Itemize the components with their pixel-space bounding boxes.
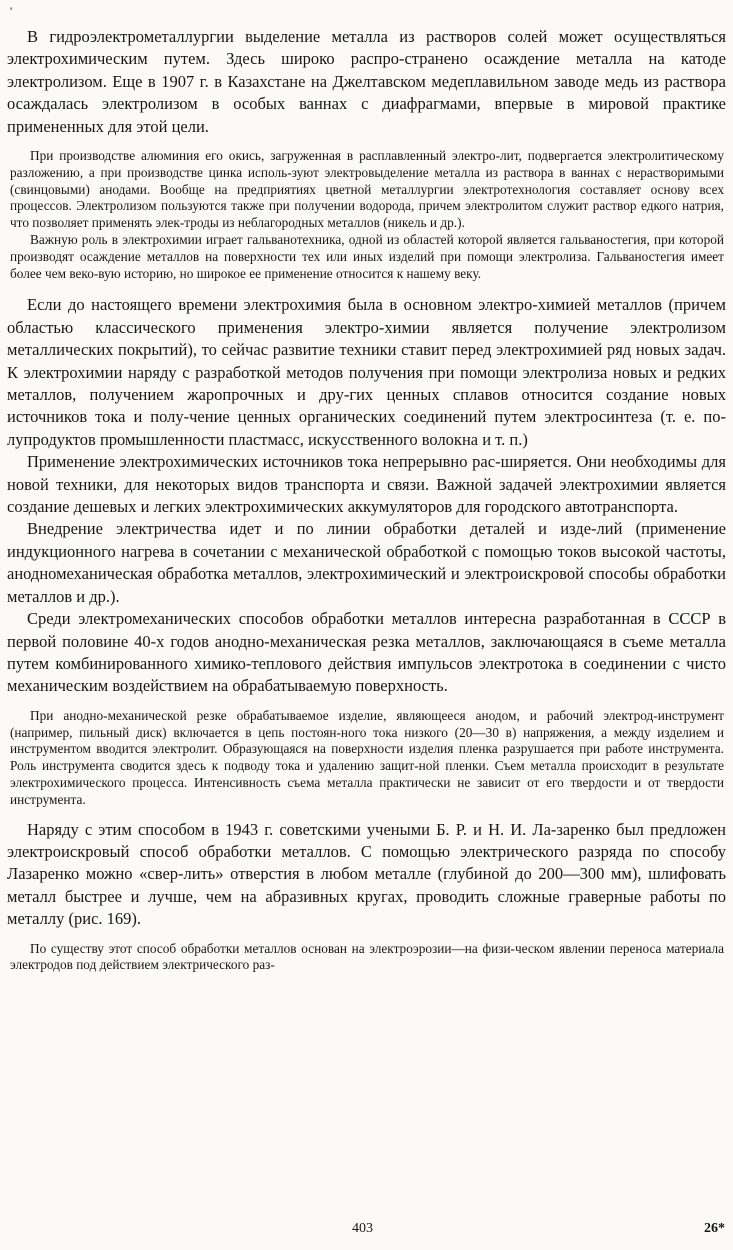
paragraph-anodic-cutting: Среди электромеханических способов обработки металлов интересна разработанная в СССР в первой половине 40-х годов анодно-механическая резка металлов, заключающаяся в съеме металла путем комбинированного химико-теплового действия импульсов электротока в соединении с чисто механическим воздействием на обрабатываемую поверхность. (7, 609, 726, 696)
note-aluminium-zinc: При производстве алюминия его окись, загруженная в расплавленный электро-лит, подвергается электролитическому разложению, а при производстве цинка исполь-зуют электровыделение металла из раствора в ваннах с нерастворимыми (свинцовыми) анодами. Вообще на предприятиях цветной металлургии электротехнология составляет основу всех процессов. Электролизом пользуются также при получении водорода, причем электролитом служит раствор едкого натрия, что позволяет применять элек-троды из неблагородных металлов (никель и др.). (10, 148, 724, 231)
page-mark: ' (10, 4, 13, 18)
page-footer (0, 1221, 733, 1241)
paragraph-current-sources: Применение электрохимических источников тока непрерывно рас-ширяется. Они необходимы для новой техники, для некоторых видов транспорта и связи. Важной задачей электрохимии является создание дешевых и легких электрохимических аккумуляторов для городского автотранспорта. (7, 452, 726, 517)
paragraph-machining: Внедрение электричества идет и по линии обработки деталей и изде-лий (применение индукционного нагрева в сочетании с механической обработкой с помощью токов высокой частоты, анодномеханическая обработка металлов, электрохимический и электроискровой способы обработки металлов и др.). (7, 519, 726, 606)
paragraph-hydroelectrometallurgy: В гидроэлектрометаллургии выделение металла из растворов солей может осуществляться электрохимическим путем. Здесь широко распро-странено осаждение металла на катоде электролизом. Еще в 1907 г. в Казахстане на Джелтавском медеплавильном заводе медь из раствора осаждалась электролизом в особых ваннах с диафрагмами, впервые в мировой практике примененных для этой цели. (7, 27, 726, 136)
signature-mark: 26* (704, 1221, 725, 1236)
page-number: 403 (352, 1221, 373, 1236)
paragraph-spark-machining: Наряду с этим способом в 1943 г. советскими учеными Б. Р. и Н. И. Ла-заренко был предложен электроискровый способ обработки металлов. С помощью электрического разряда по способу Лазаренко можно «свер-лить» отверстия в любом металле (глубиной до 200—300 мм), шлифовать металл быстрее и лучше, чем на абразивных кругах, проводить сложные граверные работы по металлу (рис. 169). (7, 819, 726, 929)
note-anodic-process: При анодно-механической резке обрабатываемое изделие, являющееся анодом, и рабочий электрод-инструмент (например, пильный диск) включается в цепь постоян-ного тока низкого (20—30 в) напряжения, а между изделием и инструментом вводится электролит. Образующаяся на поверхности изделия пленка разрушается при работе инструмента. Роль инструмента сводится здесь к подводу тока и удалению защит-ной пленки. Съем металла происходит в результате электрохимического процесса. Интенсивность съема металла практически не зависит от его твердости и от твердости инструмента. (10, 707, 724, 807)
note-electroplating: Важную роль в электрохимии играет гальванотехника, одной из областей которой является гальваностегия, при которой производят осаждение металлов на поверхности тех или иных изделий при помощи электролиза. Гальваностегия имеет более чем веко-вую историю, но широкое ее применение относится к нашему веку. (10, 232, 724, 281)
paragraph-electrochemistry-tasks: Если до настоящего времени электрохимия была в основном электро-химией металлов (причем областью классического применения электро-химии является получение электролизом металлических покрытий), то сейчас развитие техники ставит перед электрохимией ряд новых задач. К электрохимии наряду с разработкой методов получения при помощи электролиза новых и редких металлов, получением жаропрочных и дру-гих ценных сплавов относится создание новых источников тока и полу-чение ценных органических соединений путем электросинтеза (т. е. по-лупродуктов промышленности пластмасс, искусственного волокна и т. п.) (7, 295, 726, 449)
note-electroerosion: По существу этот способ обработки металлов основан на электроэрозии—на физи-ческом явлении переноса материала электродов под действием электрического раз- (10, 940, 724, 973)
